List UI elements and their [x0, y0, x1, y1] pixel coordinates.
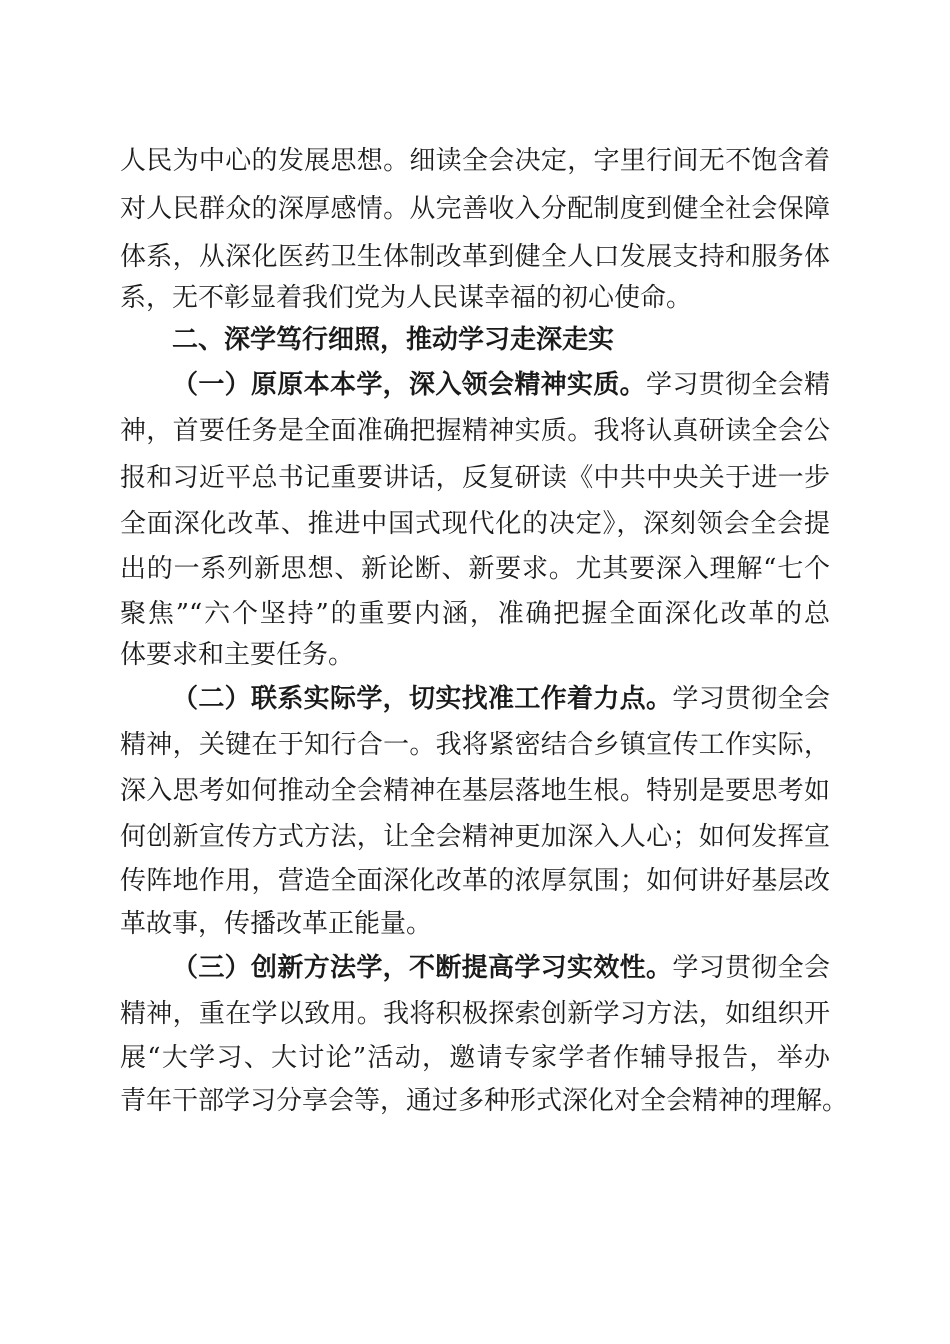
subsection-2-heading: （二）联系实际学，切实找准工作着力点。	[172, 684, 673, 714]
subsection-1-first-line	[172, 363, 830, 407]
subsection-3-first-line-rest: 学习贯彻全会	[672, 953, 830, 983]
subsection-3-heading: （三）创新方法学，不断提高学习实效性。	[172, 953, 673, 983]
intro-line: 对人民群众的深厚感情。从完善收入分配制度到健全社会保障	[120, 194, 830, 224]
subsection-3-line: 精神，重在学以致用。我将积极探索创新学习方法，如组织开	[120, 999, 830, 1029]
subsection-1-heading: （一）原原本本学，深入领会精神实质。	[172, 370, 646, 400]
subsection-2-line: 传阵地作用，营造全面深化改革的浓厚氛围；如何讲好基层改	[120, 866, 830, 896]
subsection-2-line: 精神，关键在于知行合一。我将紧密结合乡镇宣传工作实际，	[120, 730, 830, 760]
subsection-1-first-line-rest: 学习贯彻全会精	[645, 370, 830, 400]
subsection-1-line: 报和习近平总书记重要讲话，反复研读《中共中央关于进一步	[120, 463, 830, 493]
intro-line: 人民为中心的发展思想。细读全会决定，字里行间无不饱含着	[120, 146, 830, 176]
subsection-3-first-line	[172, 946, 830, 990]
subsection-2-line: 深入思考如何推动全会精神在基层落地生根。特别是要思考如	[120, 776, 830, 806]
subsection-1-line: 全面深化改革、推进中国式现代化的决定》，深刻领会全会提	[120, 509, 830, 539]
subsection-2-line: 何创新宣传方式方法，让全会精神更加深入人心；如何发挥宣	[120, 822, 830, 852]
intro-line: 体系，从深化医药卫生体制改革到健全人口发展支持和服务体	[120, 242, 830, 272]
intro-line: 系，无不彰显着我们党为人民谋幸福的初心使命。	[120, 283, 693, 313]
subsection-2-first-line-rest: 学习贯彻全会	[672, 684, 830, 714]
subsection-3-line: 展“大学习、大讨论”活动，邀请专家学者作辅导报告，举办	[120, 1043, 830, 1073]
subsection-1-line: 聚焦”“六个坚持”的重要内涵，准确把握全面深化改革的总	[120, 599, 830, 629]
subsection-1-line: 体要求和主要任务。	[120, 640, 355, 670]
subsection-2-line: 革故事，传播改革正能量。	[120, 909, 433, 939]
subsection-2-first-line	[172, 677, 830, 721]
section-heading: 二、深学笃行细照，推动学习走深走实	[172, 325, 615, 355]
subsection-3-line: 青年干部学习分享会等，通过多种形式深化对全会精神的理解。	[120, 1086, 849, 1116]
subsection-1-line: 出的一系列新思想、新论断、新要求。尤其要深入理解“七个	[120, 554, 830, 584]
subsection-1-line: 神，首要任务是全面准确把握精神实质。我将认真研读全会公	[120, 416, 830, 446]
